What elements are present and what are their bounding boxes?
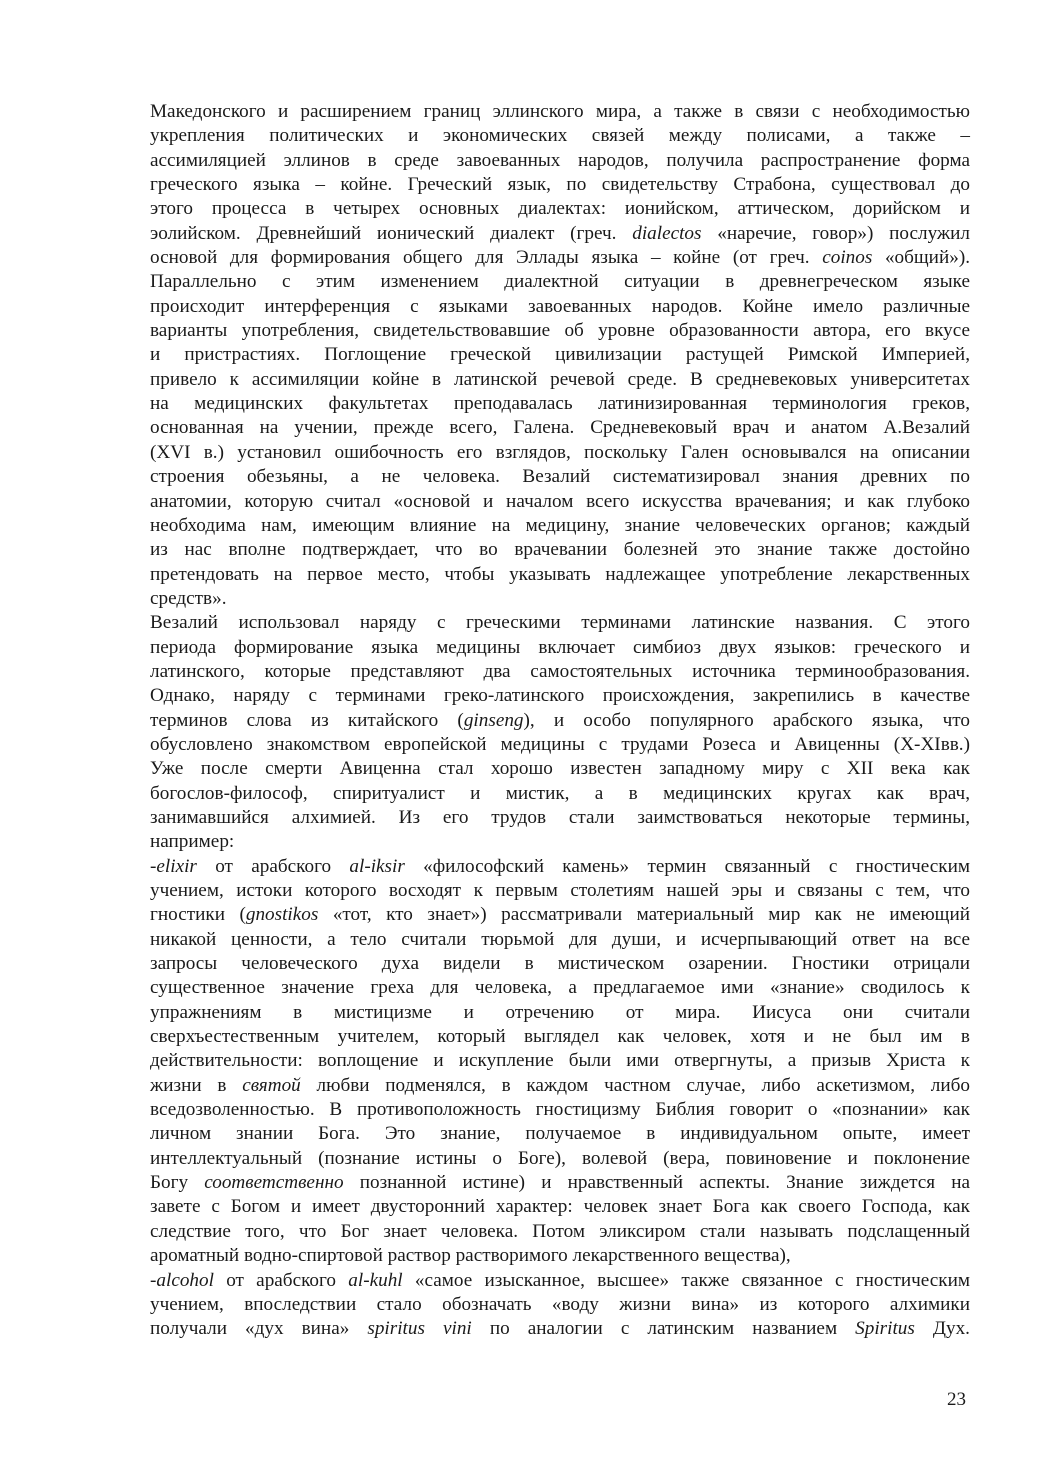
text-segment: по аналогии с латинским названием (471, 1318, 856, 1340)
text-line (150, 295, 970, 319)
text-line (150, 1171, 970, 1195)
text-segment: «тот, кто знает») рассматривали материальный мир как не имеющий (318, 904, 970, 926)
text-segment: Однако, наряду с терминами греко-латинского происхождения, закрепились в качестве (150, 685, 970, 707)
text-line (150, 636, 970, 660)
text-line (150, 319, 970, 343)
text-segment: ароматный водно-спиртовой раствор растворимого лекарственного вещества), (150, 1245, 791, 1267)
text-segment: укрепления политических и экономических связей между полисами, а также – (150, 125, 970, 147)
text-line (150, 1147, 970, 1171)
text-segment: на медицинских факультетах преподавалась латинизированная терминология греков, (150, 393, 970, 415)
text-segment: обусловлено знакомством европейской медицины с трудами Розеса и Авиценны (X-XIвв.) (150, 733, 970, 755)
text-segment: «наречие, говор») послужил (701, 222, 971, 244)
text-segment: анатомии, которую считал «основой и началом всего искусства врачевания; и как глубоко (150, 490, 970, 512)
text-segment: эолийском. Древнейший ионический диалект (греч. (150, 222, 633, 244)
text-line (150, 1025, 970, 1049)
text-segment: никакой ценности, а тело считали тюрьмой для души, и исчерпывающий ответ на все (150, 928, 970, 950)
text-line (150, 1098, 970, 1122)
text-segment: богослов-философ, спиритуалист и мистик, а в медицинских кругах как врач, (150, 782, 970, 804)
text-line (150, 806, 970, 830)
text-line (150, 563, 970, 587)
text-line (150, 465, 970, 489)
text-line (150, 757, 970, 781)
text-line (150, 100, 970, 124)
text-line (150, 514, 970, 538)
text-line (150, 782, 970, 806)
text-line (150, 124, 970, 148)
italic-term: gnostikos (245, 904, 319, 926)
body-text (150, 100, 970, 1342)
text-line (150, 1244, 970, 1268)
text-segment: необходима нам, имеющим влияние на медицину, знание человеческих органов; каждый (150, 514, 970, 536)
italic-term: -alcohol (150, 1269, 214, 1291)
italic-term: Spiritus (855, 1318, 915, 1340)
text-segment: личном знании Бога. Это знание, получаемое в индивидуальном опыте, имеет (150, 1123, 970, 1145)
text-segment: варианты употребления, свидетельствовавшие об уровне образованности автора, его вкусе (150, 320, 970, 342)
text-segment: ассимиляцией эллинов в среде завоеванных народов, получила распространение форма (150, 149, 970, 171)
text-line (150, 149, 970, 173)
text-segment: упражнениям в мистицизме и отречению от мира. Иисуса они считали (150, 1001, 970, 1023)
text-segment: гностики ( (150, 904, 246, 926)
text-line (150, 976, 970, 1000)
text-line (150, 1269, 970, 1293)
text-segment: терминов слова из китайского ( (150, 709, 464, 731)
text-segment: Дух. (914, 1318, 970, 1340)
text-line (150, 1220, 970, 1244)
text-line (150, 441, 970, 465)
italic-term: святой (242, 1074, 301, 1096)
text-segment: Везалий использовал наряду с греческими терминами латинские названия. С этого (150, 612, 970, 634)
text-segment: от арабского (196, 855, 350, 877)
text-segment: существенное значение греха для человека, а предлагаемое ими «знание» сводилось к (150, 977, 970, 999)
text-segment: претендовать на первое место, чтобы указывать надлежащее употребление лекарственных (150, 563, 970, 585)
italic-term: ginseng (463, 709, 524, 731)
text-line (150, 538, 970, 562)
text-line (150, 879, 970, 903)
text-segment: Македонского и расширением границ эллинского мира, а также в связи с необходимостью (150, 101, 970, 122)
text-line (150, 1122, 970, 1146)
text-segment: привело к ассимиляции койне в латинской речевой среде. В средневековых университетах (150, 368, 970, 390)
text-line (150, 246, 970, 270)
text-segment: запросы человеческого духа видели в мистическом озарении. Гностики отрицали (150, 953, 970, 975)
text-line (150, 270, 970, 294)
text-line (150, 1049, 970, 1073)
italic-term: coinos (822, 247, 873, 269)
text-segment: любви подменялся, в каждом частном случае, либо аскетизмом, либо (300, 1074, 971, 1096)
text-segment: занимавшийся алхимией. Из его трудов стали заимствоваться некоторые термины, (150, 806, 970, 828)
text-segment: Параллельно с этим изменением диалектной ситуации в древнегреческом языке (150, 271, 970, 293)
text-line (150, 1074, 970, 1098)
text-segment: ), и особо популярного арабского языка, что (523, 709, 970, 731)
page-number: 23 (947, 1389, 966, 1410)
text-segment: Уже после смерти Авиценна стал хорошо известен западному миру с XII века как (150, 758, 970, 780)
text-line (150, 1001, 970, 1025)
text-segment: (XVI в.) установил ошибочность его взглядов, поскольку Гален основывался на описании (150, 441, 970, 463)
text-segment: периода формирование языка медицины включает симбиоз двух языков: греческого и (150, 636, 970, 658)
text-line (150, 928, 970, 952)
italic-term: spiritus vini (367, 1318, 472, 1340)
text-line (150, 173, 970, 197)
text-line (150, 1317, 970, 1341)
text-line (150, 684, 970, 708)
text-segment: основой для формирования общего для Эллады языка – койне (от греч. (150, 247, 823, 269)
italic-term: -elixir (150, 855, 197, 877)
text-segment: вседозволенностью. В противоположность гностицизму Библия говорит о «познании» как (150, 1099, 970, 1121)
text-line (150, 903, 970, 927)
text-line (150, 222, 970, 246)
text-segment: например: (150, 831, 235, 853)
text-segment: строения обезьяны, а не человека. Везалий систематизировал знания древних по (150, 466, 970, 488)
text-line (150, 709, 970, 733)
text-segment: завете с Богом и имеет двусторонний характер: человек знает Бога как своего Господа, как (150, 1196, 970, 1218)
text-segment: «самое изысканное, высшее» также связанное с гностическим (402, 1269, 971, 1291)
text-segment: из нас вполне подтверждает, что во врачевании болезней это знание также достойно (150, 539, 970, 561)
text-line (150, 855, 970, 879)
text-segment: действительности: воплощение и искупление были ими отвергнуты, а призыв Христа к (150, 1050, 970, 1072)
text-line (150, 490, 970, 514)
text-line (150, 416, 970, 440)
text-segment: «общий»). (872, 247, 971, 269)
italic-term: al-iksir (349, 855, 405, 877)
text-line (150, 733, 970, 757)
text-segment: и пристрастиях. Поглощение греческой цивилизации растущей Римской Империей, (150, 344, 970, 366)
text-segment: жизни в (150, 1074, 243, 1096)
text-segment: происходит интерференция с языками завоеванных народов. Койне имело различные (150, 295, 970, 317)
italic-term: al-kuhl (348, 1269, 403, 1291)
text-segment: от арабского (213, 1269, 349, 1291)
text-line (150, 368, 970, 392)
text-line (150, 392, 970, 416)
text-line (150, 952, 970, 976)
italic-term: dialectos (632, 222, 702, 244)
text-line (150, 611, 970, 635)
text-segment: получали «дух вина» (150, 1318, 368, 1340)
text-line (150, 1195, 970, 1219)
text-segment: латинского, которые представляют два самостоятельных источника терминообразования. (150, 660, 970, 682)
italic-term: соответственно (204, 1172, 344, 1194)
text-segment: греческого языка – койне. Греческий язык, по свидетельству Страбона, существовал до (150, 174, 970, 196)
text-segment: основанная на учении, прежде всего, Галена. Средневековый врач и анатом А.Везалий (150, 417, 970, 439)
text-segment: познанной истине) и нравственный аспекты. Знание зиждется на (343, 1172, 970, 1194)
text-segment: средств». (150, 587, 227, 609)
text-line (150, 1293, 970, 1317)
text-line (150, 660, 970, 684)
text-segment: «философский камень» термин связанный с гностическим (404, 855, 970, 877)
text-line (150, 587, 970, 611)
text-segment: Богу (150, 1172, 205, 1194)
text-line (150, 343, 970, 367)
text-segment: учением, истоки которого восходят к первым столетиям нашей эры и связаны с тем, что (150, 880, 970, 901)
text-segment: сверхъестественным учителем, который выглядел как человек, хотя и не был им в (150, 1026, 970, 1048)
text-segment: учением, впоследствии стало обозначать «воду жизни вина» из которого алхимики (150, 1293, 970, 1315)
text-line (150, 197, 970, 221)
text-line (150, 830, 970, 854)
text-segment: этого процесса в четырех основных диалектах: ионийском, аттическом, дорийском и (150, 198, 970, 220)
text-segment: интеллектуальный (познание истины о Боге), волевой (вера, повиновение и поклонение (150, 1147, 970, 1169)
text-segment: следствие того, что Бог знает человека. Потом эликсиром стали называть подслащенный (150, 1220, 970, 1242)
